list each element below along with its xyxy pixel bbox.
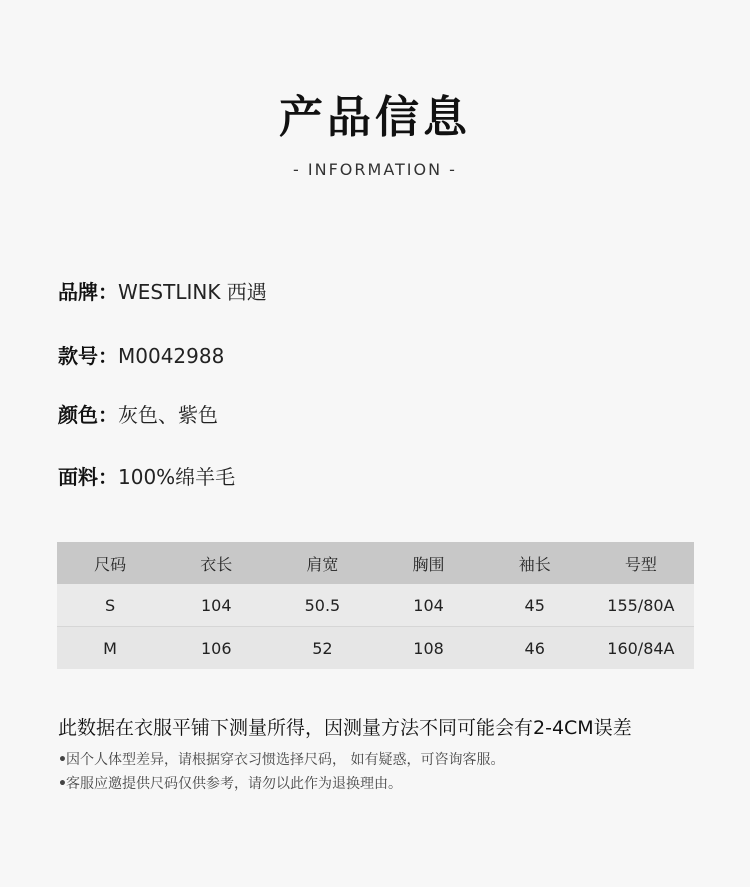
page-header <box>0 88 750 180</box>
measurement-notes <box>58 748 504 796</box>
info-row-brand <box>58 278 267 308</box>
table-cell: S <box>57 584 163 627</box>
bullet-icon: • <box>58 752 67 768</box>
page-title: 产品信息 <box>279 92 471 143</box>
header-cell-length: 衣长 <box>163 542 269 584</box>
list-item <box>58 748 504 772</box>
table-cell: 160/84A <box>588 627 694 670</box>
info-value: M0042988 <box>118 344 225 368</box>
table-cell: 50.5 <box>269 584 375 627</box>
table-cell: 104 <box>375 584 481 627</box>
size-table <box>57 542 694 669</box>
header-cell-chest: 胸围 <box>375 542 481 584</box>
table-cell: 46 <box>482 627 588 670</box>
header-cell-fit: 号型 <box>588 542 694 584</box>
list-item <box>58 772 504 796</box>
page-subtitle: - INFORMATION - <box>293 160 457 179</box>
info-label: 品牌： <box>58 280 118 304</box>
info-row-style-number <box>58 342 224 372</box>
info-row-color <box>58 401 218 431</box>
info-label: 款号： <box>58 344 118 368</box>
bullet-icon: • <box>58 776 67 792</box>
table-cell: M <box>57 627 163 670</box>
measurement-note-heading: 此数据在衣服平铺下测量所得，因测量方法不同可能会有2-4CM误差 <box>58 717 632 739</box>
table-cell: 106 <box>163 627 269 670</box>
table-row <box>57 627 694 670</box>
table-cell: 108 <box>375 627 481 670</box>
note-text: 客服应邀提供尺码仅供参考，请勿以此作为退换理由。 <box>66 776 402 792</box>
size-table-header-row <box>57 542 694 584</box>
header-cell-sleeve: 袖长 <box>482 542 588 584</box>
info-row-fabric <box>58 463 235 493</box>
table-row <box>57 584 694 627</box>
header-cell-shoulder: 肩宽 <box>269 542 375 584</box>
info-label: 面料： <box>58 465 118 489</box>
header-cell-size: 尺码 <box>57 542 163 584</box>
info-value: 灰色、紫色 <box>118 403 218 427</box>
table-cell: 52 <box>269 627 375 670</box>
table-cell: 155/80A <box>588 584 694 627</box>
table-cell: 45 <box>482 584 588 627</box>
info-label: 颜色： <box>58 403 118 427</box>
info-value: WESTLINK 西遇 <box>118 280 267 304</box>
table-cell: 104 <box>163 584 269 627</box>
note-text: 因个人体型差异，请根据穿衣习惯选择尺码， 如有疑惑，可咨询客服。 <box>66 752 505 768</box>
info-value: 100%绵羊毛 <box>118 465 236 489</box>
